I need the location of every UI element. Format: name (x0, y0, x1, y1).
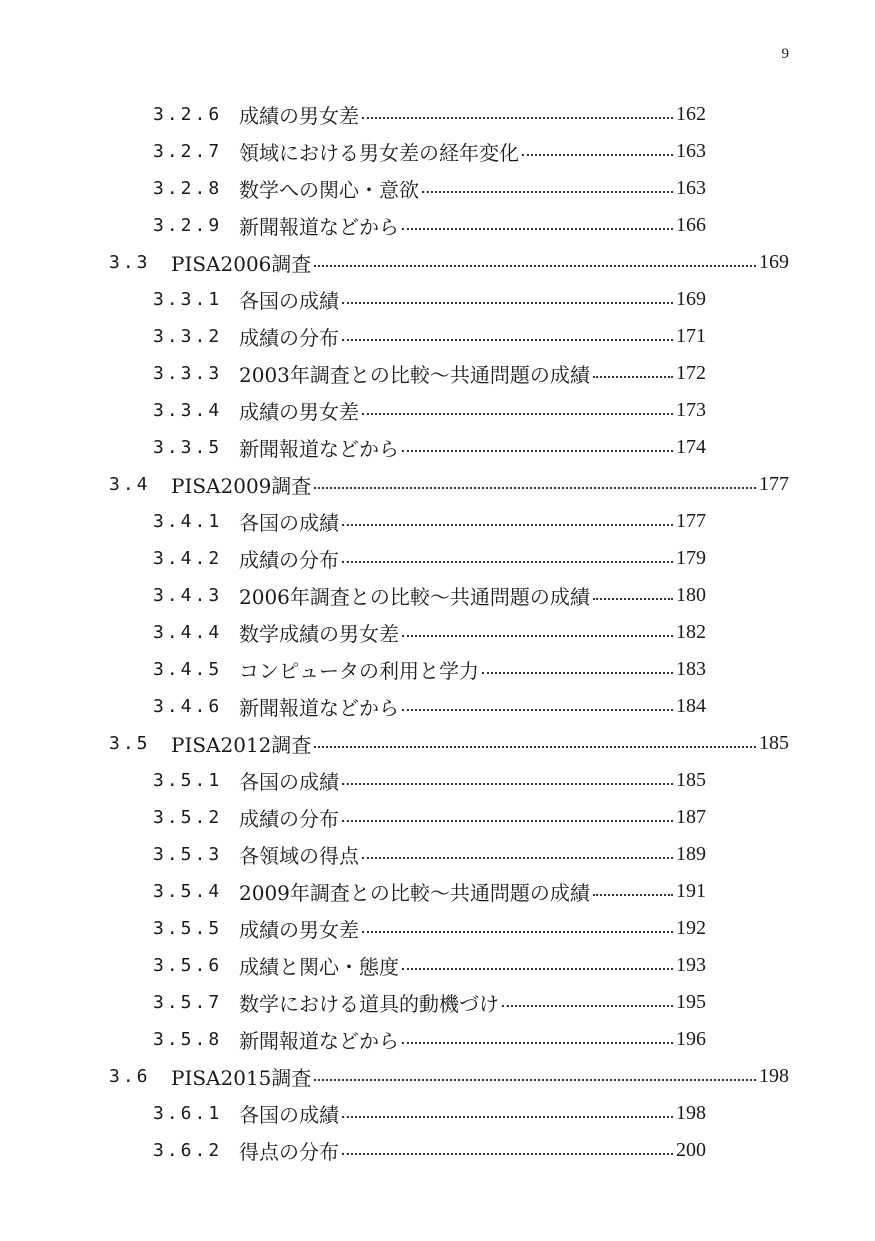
toc-entry (153, 355, 706, 392)
toc-entry-page: 162 (676, 103, 706, 125)
toc-entry-number: 3.4.4 (153, 622, 223, 643)
toc-entry-page: 169 (759, 251, 789, 273)
toc-entry-title: 成績と関心・態度 (239, 955, 399, 979)
toc-entry-number: 3.6 (109, 1066, 151, 1087)
toc-entry-page: 192 (676, 917, 706, 939)
dot-leader (342, 820, 673, 822)
toc-entry-number: 3.2.8 (153, 178, 223, 199)
toc-entry (109, 466, 789, 503)
toc-entry (153, 947, 706, 984)
toc-entry (153, 1021, 706, 1058)
toc-entry-title: 成績の男女差 (239, 400, 359, 424)
toc-entry-number: 3.5.5 (153, 918, 223, 939)
toc-entry-page: 166 (676, 214, 706, 236)
dot-leader (593, 376, 673, 378)
toc-entry-number: 3.5 (109, 733, 151, 754)
toc-entry (153, 170, 706, 207)
toc-entry-title: 新聞報道などから (239, 215, 399, 239)
toc-entry-title: 成績の分布 (239, 326, 339, 350)
dot-leader (402, 1042, 673, 1044)
toc-entry-number: 3.5.4 (153, 881, 223, 902)
toc-entry (153, 503, 706, 540)
toc-entry-title: 成績の分布 (239, 548, 339, 572)
toc-entry-title: 得点の分布 (239, 1140, 339, 1164)
toc-entry (109, 1058, 789, 1095)
toc-entry (109, 725, 789, 762)
toc-entry-title: 2006年調査との比較～共通問題の成績 (239, 585, 590, 609)
dot-leader (362, 857, 673, 859)
toc-entry-page: 172 (676, 362, 706, 384)
toc-entry-number: 3.3.4 (153, 400, 223, 421)
toc-entry-number: 3.5.8 (153, 1029, 223, 1050)
toc-entry-number: 3.2.7 (153, 141, 223, 162)
toc-entry-number: 3.6.2 (153, 1140, 223, 1161)
dot-leader (522, 154, 673, 156)
toc-entry-title: 数学への関心・意欲 (239, 178, 419, 202)
toc-entry-page: 179 (676, 547, 706, 569)
toc-entry (153, 392, 706, 429)
dot-leader (362, 117, 673, 119)
dot-leader (314, 487, 756, 489)
toc-entry (153, 614, 706, 651)
toc-entry-number: 3.3.1 (153, 289, 223, 310)
toc-entry-title: 各領域の得点 (239, 844, 359, 868)
toc-entry (153, 984, 706, 1021)
toc-entry-title: PISA2012調査 (171, 733, 312, 757)
dot-leader (593, 894, 673, 896)
toc-entry-number: 3.3.5 (153, 437, 223, 458)
dot-leader (422, 191, 673, 193)
toc-entry-page: 187 (676, 806, 706, 828)
toc-entry-page: 198 (676, 1102, 706, 1124)
toc-entry-number: 3.5.1 (153, 770, 223, 791)
toc-entry (153, 96, 706, 133)
toc-entry-title: 2003年調査との比較～共通問題の成績 (239, 363, 590, 387)
toc-entry (153, 836, 706, 873)
toc-entry (153, 762, 706, 799)
toc-entry-title: 領域における男女差の経年変化 (239, 141, 519, 165)
toc-entry-page: 174 (676, 436, 706, 458)
toc-entry-title: PISA2009調査 (171, 474, 312, 498)
toc-entry-title: 新聞報道などから (239, 1029, 399, 1053)
toc-entry (109, 244, 789, 281)
dot-leader (342, 783, 673, 785)
toc-entry (153, 207, 706, 244)
toc-entry-page: 196 (676, 1028, 706, 1050)
toc-entry-title: 成績の男女差 (239, 104, 359, 128)
dot-leader (402, 228, 673, 230)
dot-leader (362, 931, 673, 933)
toc-entry-title: PISA2006調査 (171, 252, 312, 276)
toc-entry (153, 688, 706, 725)
toc-entry-title: PISA2015調査 (171, 1066, 312, 1090)
toc-entry-number: 3.5.2 (153, 807, 223, 828)
toc-entry (153, 318, 706, 355)
toc-entry-page: 193 (676, 954, 706, 976)
dot-leader (362, 413, 673, 415)
dot-leader (342, 561, 673, 563)
dot-leader (402, 709, 673, 711)
dot-leader (342, 1153, 673, 1155)
toc-entry-number: 3.4.6 (153, 696, 223, 717)
toc-entry-page: 191 (676, 880, 706, 902)
dot-leader (314, 1079, 756, 1081)
toc-entry-page: 169 (676, 288, 706, 310)
toc-entry-title: コンピュータの利用と学力 (239, 659, 479, 683)
toc-entry (153, 540, 706, 577)
dot-leader (342, 339, 673, 341)
toc-entry (153, 873, 706, 910)
dot-leader (342, 1116, 673, 1118)
toc-entry-page: 163 (676, 177, 706, 199)
dot-leader (342, 302, 673, 304)
dot-leader (482, 672, 673, 674)
toc-entry-number: 3.3.2 (153, 326, 223, 347)
toc-entry-page: 173 (676, 399, 706, 421)
dot-leader (402, 635, 673, 637)
toc-entry-number: 3.5.3 (153, 844, 223, 865)
toc-entry-title: 新聞報道などから (239, 437, 399, 461)
toc-entry-title: 成績の分布 (239, 807, 339, 831)
toc-entry-number: 3.5.6 (153, 955, 223, 976)
dot-leader (502, 1005, 673, 1007)
toc-entry (153, 651, 706, 688)
toc-entry-number: 3.2.6 (153, 104, 223, 125)
toc-entry-title: 各国の成績 (239, 289, 339, 313)
toc-entry-page: 184 (676, 695, 706, 717)
toc-entry-title: 数学における道具的動機づけ (239, 992, 499, 1016)
toc-entry-page: 163 (676, 140, 706, 162)
toc-entry-page: 198 (759, 1065, 789, 1087)
toc-entry-page: 177 (759, 473, 789, 495)
toc-entry-number: 3.5.7 (153, 992, 223, 1013)
dot-leader (593, 598, 673, 600)
dot-leader (402, 450, 673, 452)
toc-entry-number: 3.3 (109, 252, 151, 273)
toc-entry-title: 成績の男女差 (239, 918, 359, 942)
toc-entry-number: 3.3.3 (153, 363, 223, 384)
toc-entry-page: 171 (676, 325, 706, 347)
toc-entry-number: 3.4.5 (153, 659, 223, 680)
toc-entry-title: 各国の成績 (239, 511, 339, 535)
page-number: 9 (781, 46, 789, 62)
toc-entry-number: 3.4.3 (153, 585, 223, 606)
toc-entry-number: 3.2.9 (153, 215, 223, 236)
toc-entry (153, 133, 706, 170)
toc-entry-page: 185 (676, 769, 706, 791)
toc-entry-page: 177 (676, 510, 706, 532)
toc-entry-number: 3.4.2 (153, 548, 223, 569)
toc-entry-page: 182 (676, 621, 706, 643)
toc-entry-page: 200 (676, 1139, 706, 1161)
toc-entry (153, 910, 706, 947)
toc-entry (153, 799, 706, 836)
toc-entry-page: 195 (676, 991, 706, 1013)
dot-leader (314, 746, 756, 748)
toc-entry-page: 189 (676, 843, 706, 865)
toc-entry-title: 新聞報道などから (239, 696, 399, 720)
toc-entry-number: 3.4.1 (153, 511, 223, 532)
toc-entry-title: 2009年調査との比較～共通問題の成績 (239, 881, 590, 905)
toc-entry-title: 数学成績の男女差 (239, 622, 399, 646)
dot-leader (314, 265, 756, 267)
dot-leader (342, 524, 673, 526)
toc-entry-page: 185 (759, 732, 789, 754)
toc-entry-title: 各国の成績 (239, 770, 339, 794)
toc-entry (153, 1132, 706, 1169)
toc-entry (153, 281, 706, 318)
toc-entry-title: 各国の成績 (239, 1103, 339, 1127)
toc-entry-page: 180 (676, 584, 706, 606)
toc-entry-number: 3.6.1 (153, 1103, 223, 1124)
dot-leader (402, 968, 673, 970)
toc-entry-page: 183 (676, 658, 706, 680)
toc-entry (153, 577, 706, 614)
toc-entry (153, 1095, 706, 1132)
toc-entry (153, 429, 706, 466)
toc-entry-number: 3.4 (109, 474, 151, 495)
